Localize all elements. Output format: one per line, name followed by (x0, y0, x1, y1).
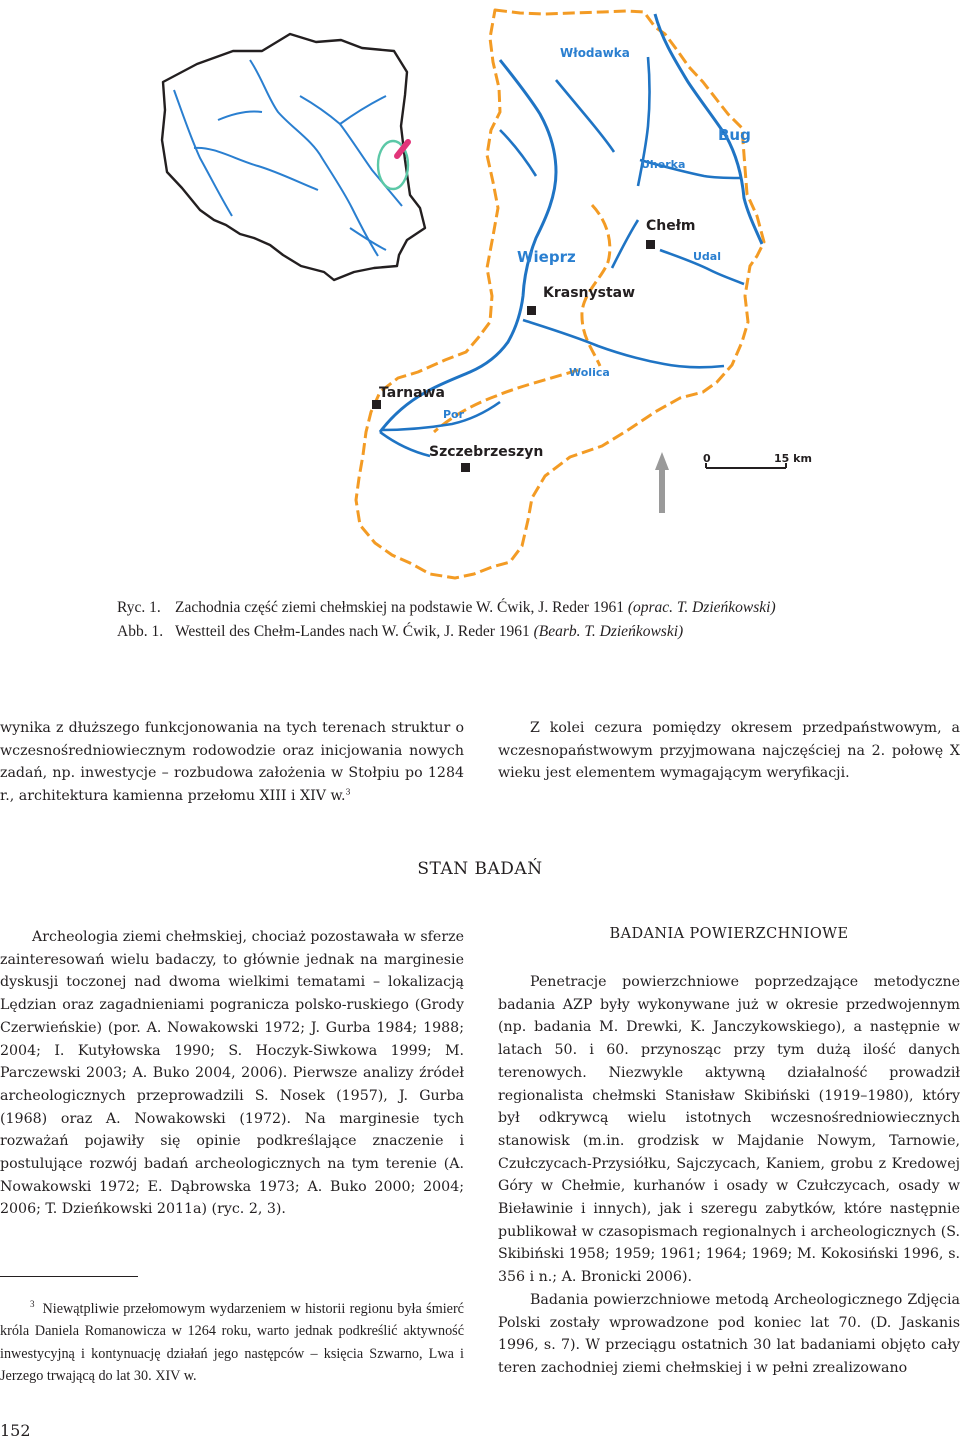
footnote-rule (0, 1276, 138, 1277)
label-udal: Udal (693, 250, 721, 263)
caption-credit-de: (Bearb. T. Dzieńkowski) (533, 623, 684, 640)
scale-end-label: 15 km (774, 452, 812, 465)
label-wlodawka: Włodawka (560, 46, 630, 60)
caption-text-de: Westteil des Chełm-Landes nach W. Ćwik, J. Reder 1961 (175, 623, 534, 640)
inset-river-narew (300, 96, 386, 124)
intro-left-column (0, 717, 464, 808)
town-marker-szczebrzeszyn (461, 463, 470, 472)
river-wieprz (380, 60, 556, 432)
inset-river-san (350, 228, 386, 250)
stan-badan-paragraph: Archeologia ziemi chełmskiej, chociaż pozostawała w sferze zainteresowań wielu badaczy, to głównie jednak na marginesie dyskusji toczonej nad dwoma wielkimi tematami – lokalizacją Lędzian oraz zagadnieniami pogranicza polsko-ruskiego (Grody Czerwieńskie) (por. A. Nowakowski 1972; J. Gurba 1984; 1988; 2004; I. Kutyłowska 1990; S. Hoczyk-Siwkowa 1999; M. Parczewski 2003; A. Buko 2004, 2006). Pierwsze analizy źródeł archeologicznych przeprowadzili S. Nosek (1957), J. Gurba (1968) oraz A. Nowakowski (1972). Na marginesie tych rozważań pojawiły się opinie podkreślające znaczenie i postulujące rozwój badań archeologicznych na tym terenie (A. Nowakowski 1972; E. Dąbrowska 1973; A. Buko 2000; 2004; 2006; T. Dzieńkowski 2011a) (ryc. 2, 3). (0, 929, 464, 1218)
caption-credit-pl: (oprac. T. Dzieńkowski) (627, 599, 776, 616)
footnote-text: Niewątpliwie przełomowym wydarzeniem w historii regionu była śmierć króla Daniela Romanowicza w 1264 roku, warto jednak podkreślić aktywność inwestycyjną i kontynuację działań jego następców – księcia Szwarno, Lwa i Jerzego trwającą do lat 30. XIV w. (0, 1301, 464, 1384)
badania-paragraph-2: Badania powierzchniowe metodą Archeologicznego Zdjęcia Polski zostały wprowadzone pod koniec lat 70. (D. Jaskanis 1996, s. 7). W przeciągu ostatnich 30 lat badaniami objęto cały teren zachodniej ziemi chełmskiej i w pełni zrealizowano (498, 1291, 960, 1376)
label-bug: Bug (718, 126, 751, 144)
footnote-ref: 3 (345, 787, 351, 797)
caption-polish (117, 596, 776, 620)
inset-poland-outline (162, 34, 425, 280)
sub-heading: BADANIA POWIERZCHNIOWE (609, 926, 849, 942)
caption-text-pl: Zachodnia część ziemi chełmskiej na podstawie W. Ćwik, J. Reder 1961 (175, 599, 628, 616)
label-por: Por (443, 408, 465, 421)
footnote-number: 3 (30, 1299, 35, 1310)
scale-start-label: 0 (703, 452, 711, 465)
page-number: 152 (0, 1421, 31, 1440)
section-heading: STAN BADAŃ (417, 859, 543, 879)
label-wolica: Wolica (569, 366, 610, 379)
badania-column (498, 971, 960, 1380)
badania-paragraph-1: Penetracje powierzchniowe poprzedzające metodyczne badania AZP były wykonywane już w okresie przedwojennym (np. badania M. Drewki, K. Janczykowskiego), a następnie w latach 50. i 60. przynosząc przy tym dużą ilość danych terenowych. Niezwykle aktywną działalność prowadził regionalista chełmski Stanisław Skibiński (1919–1980), który był odkrywcą wielu istotnych wczesnośredniowiecznych stanowisk (m.in. grodzisk w Majdanie Nowym, Tarnowie, Czułczycach-Przysiółku, Sajczycach, Kaniem, grobu z Kredowej Góry w Chełmie, kurhanów i osady w Czułczycach, osady w Bieławinie i innych), jak i szeregu zabytków, które następnie publikował w czasopismach regionalnych i archeologicznych (S. Skibiński 1958; 1959; 1961; 1964; 1969; M. Kokosiński 1996, s. 356 i n.; A. Bronicki 2006). (498, 974, 960, 1286)
river-tributary-north (556, 80, 614, 152)
town-marker-tarnawa (372, 400, 381, 409)
inset-river-bug (340, 124, 402, 206)
map-svg (0, 0, 960, 590)
footnote (0, 1298, 464, 1387)
intro-left-paragraph: wynika z dłuższego funkcjonowania na tych terenach struktur o wczesnośredniowiecznym rodowodzie oraz inicjowania nowych zadań, np. inwestycje – rozbudowa założenia w Stołpiu po 1284 r., architektura kamienna przełomu XIII i XIV w.$^3$ (0, 720, 464, 805)
caption-number-pl: Ryc. 1. (117, 599, 161, 616)
river-chelm-branch (612, 220, 638, 268)
river-wolica (523, 320, 724, 367)
inset-poland-map (162, 34, 425, 280)
figure-caption (117, 596, 776, 644)
town-marker-krasnystaw (527, 306, 536, 315)
label-krasnystaw: Krasnystaw (543, 285, 636, 301)
north-arrow-icon (655, 452, 669, 513)
river-tributary-west (500, 130, 536, 176)
intro-right-column (498, 717, 960, 785)
caption-german (117, 620, 776, 644)
stan-badan-column (0, 926, 464, 1221)
inset-river-noteć (218, 111, 262, 120)
inset-river-vistula (250, 60, 378, 256)
inset-river-warta (194, 148, 318, 190)
river-por (382, 402, 500, 430)
label-tarnawa: Tarnawa (379, 385, 445, 401)
label-wieprz: Wieprz (517, 248, 576, 266)
caption-number-de: Abb. 1. (117, 623, 164, 640)
town-marker-chelm (646, 240, 655, 249)
river-szczebrzeszyn (380, 432, 430, 456)
label-chelm: Chełm (646, 218, 696, 234)
intro-right-paragraph: Z kolei cezura pomiędzy okresem przedpaństwowym, a wczesnopaństwowym przyjmowana najczęściej na 2. połowę X wieku jest elementem wymagającym weryfikacji. (498, 720, 960, 782)
figure-map (0, 0, 960, 590)
scale-bar (703, 452, 812, 468)
label-szczebrzeszyn: Szczebrzeszyn (429, 444, 544, 460)
label-uherka: Uherka (641, 158, 686, 171)
